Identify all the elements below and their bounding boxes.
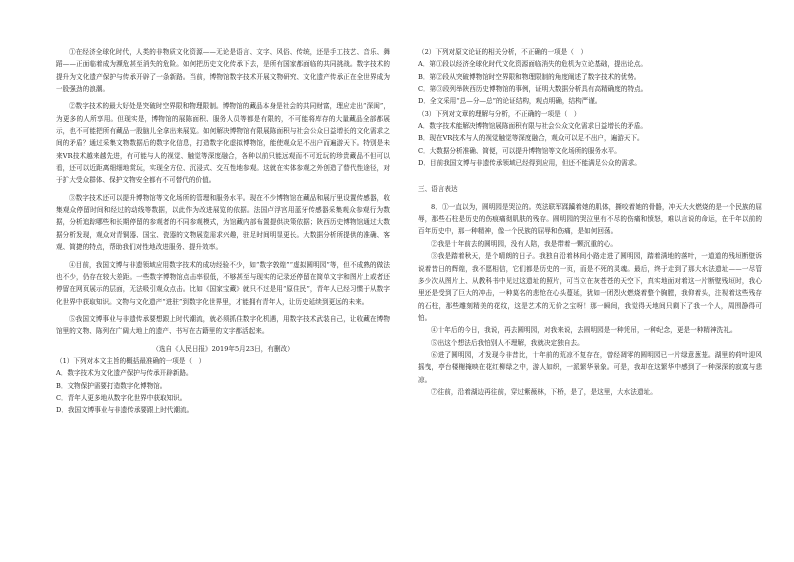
paragraph: ②我是十年前去的圆明园，没有人陪，我是带着一颗沉重的心。 (431, 239, 618, 248)
option-a: A．数字技术为文化遗产保护与传承开辟新路。 (56, 369, 193, 378)
option-c: C．青年人更多地从数字化世界中获取知识。 (56, 393, 187, 402)
q2-option-a: A．第①段以经济全球化时代文化资源面临消失的危机为立论基础，提出论点。 (418, 60, 647, 69)
q2-option-c: C．第③段列举陕西历史博物馆的事例，证明大数据分析具有高精确度的特点。 (418, 85, 648, 94)
paragraph: ⑤我国文博事业与非遗传承要想跟上时代潮流，就必须抓住数字化机遇，用数字技术武装自己，让收藏在博物馆里的文物、陈列在广阔大地上的遗产、书写在古籍里的文字都活起来。 (56, 314, 390, 336)
q3-option-a: A．数字技术能解决博物馆展陈面积有限与社会公众文化需求日益增长的矛盾。 (418, 122, 647, 131)
paragraph: ④十年后的今日，我说，再去圆明园，对我来说，去圆明园是一种凭吊，一种纪念，更是一种精神洗礼。 (431, 326, 737, 335)
right-column (418, 46, 762, 398)
paragraph: ⑦往前，沿着湖边再往前，穿过紫薇林，下桥，是了，是这里，大水法遗址。 (431, 387, 657, 396)
paragraph: ⑤出这个想法后我怕别人不理解，我就决定独自去。 (431, 338, 584, 347)
paragraph: ③我是踏着秋天，是个晴朗的日子。我独自沿着林间小路走进了圆明园，踏着满地的落叶，一道道的残垣断壁诉说着昔日的辉煌，我不愿相信，它们都是历史的一页，而是不死的灵魂。最后，终于走到了那大水法遗址——一尽管多少次从图片上、从教科书中见过这遗址的照片，可当立在灰苍苍的天空下，真实地面对着这一片断壁残垣时，我心里还是受到了巨大的冲击，一种莫名的悲怆在心头蔓延，犹如一团烈火燃烧着整个胸膛，我仰着头，注视着这些残存的石柱，那些雕刻精美的花纹，这是艺术的无价之宝呀！那一瞬间，我觉得天地间只剩下了我一个人，周围静得可怕。 (418, 252, 762, 322)
paragraph: 8．①一直以为，圆明园是哭泣的。英法联军蹂躏着她的肌体，撕咬着她的骨骼，冲天大火燃烧的是一个民族的屈辱，那些石柱是历史的伤痕痛彻肌肤的残存。圆明园的哭泣里有不尽的伤痛和愤怒，难以言说的命运，在千年以前的百年历史中，那一种精神，像一个民族的屈辱和伤痛，是如何回荡。 (418, 202, 762, 236)
q3-option-d: D．目前我国文博与非遗传承领域已经得到应用，但还不能满足公众的需求。 (418, 159, 641, 168)
section-heading: 三、语言表达 (418, 185, 458, 194)
paragraph: ②数字技术的最大好处是突破时空界限和物理限制。博物馆的藏品本身是社会的共同财富，理应走出“深闺”，为更多的人所享用。但现实是，博物馆的展陈面积、服务人员等都是有限的，不可能将库存的大量藏品全部都展示，也不可能把所有藏品一股脑儿全拿出来展览。如何解决博物馆有限展陈面积与社会公众日益增长的文化需求之间的矛盾？通过采集文物数据后的数字化信息，打造数字化虚拟博物馆，能使观众足不出户而遍游天下。特别是未来VR技术越来越先进，有可能与人的视觉、触觉等深度融合，各种以前只能远观而不可近玩的珍贵藏品不但可以看，还可以近距离细细地赏玩，实现全方位、沉浸式、交互性地参观。这就在实体参观之外创造了替代性途径，对于扩大受众群体、保护文物安全都有不可替代的价值。 (56, 102, 390, 185)
q3-option-b: B．现在VR技术与人的视觉触觉等深度融合，观众可以足不出户，遍游天下。 (418, 134, 644, 143)
question-1: （1）下列对本文主旨的概括最准确的一项是（ ） (56, 356, 206, 365)
question-3: （3）下列对文章的理解与分析，不正确的一项是（ ） (418, 109, 581, 118)
q2-option-d: D．全文采用“总—分—总”的论证结构，观点明确，结构严谨。 (418, 97, 602, 106)
paragraph: ③数字技术还可以提升博物馆等文化场所的管理和服务水平。现在不少博物馆在藏品和展厅里设置传感器，收集观众停留时间和经过的动线等数据，以此作为改进展览的依据。法国卢浮宫用蓝牙传感器采集观众参观行为数据，分析追踪哪些和长期停留的参观者的不同参观模式，为馆藏内部布置提供决策依据；陕西历史博物馆通过大数据分析发现，观众对青铜器、国宝、瓷器的文物展览需求兴趣，驻足时间明显更长。大数据分析所提供的准确、客观、简捷的特点，帮助我们对性地改进服务、提升效率。 (56, 193, 390, 252)
option-b: B．文物保护需要打造数字化博物馆。 (56, 381, 167, 390)
question-2: （2）下列对原文论证的相关分析，不正确的一项是（ ） (418, 48, 588, 56)
paragraph: ⑥进了圆明园，才发现今非昔比，十年前的荒凉不复存在，曾经凋零的圆明园已一片绿意葱茏。湖里的荷叶迎风摇曳，亭台楼榭掩映在花红柳绿之中，游人如织，一派繁华景象。可是，我却在这繁华中感到了一种深深的寂寞与悲凉。 (418, 350, 762, 384)
paragraph: ④目前，我国文博与非遗领域应用数字技术的成功经验不少，如“数字敦煌”“虚拟圆明园”等，但不成熟的做法也不少，仍存在较大差距。一些数字博物馆点击率很低，不够甚至与现实的记录还停留在简单文字和图片上或者还停留在网页展示的层面，无法吸引观众点击。比如《国家宝藏》就只不过是用“原住民”，青年人已经习惯于从数字化世界中获取知识。文物与文化遗产“进驻”到数字化世界里，才能拥有青年人，让历史延续到更远的未来。 (56, 260, 390, 306)
q3-option-c: C．大数据分析准确、简便，可以提升博物馆等文化场所的服务水平。 (418, 146, 621, 155)
option-d: D．我国文博事业与非遗传承要跟上时代潮流。 (56, 406, 194, 415)
source-citation: （选自《人民日报》2019年5月23日，有删改） (152, 344, 294, 353)
paragraph: ①在经济全球化时代，人类的非物质文化资源——无论是语言、文字、风俗、传统，还是手工技艺、音乐、舞蹈——正面临着成为濒危甚至消失的危险。如何把历史文化传承下去，是所有国家都面临的共同挑战。数字技术的提升为文化遗产保护与传承开辟了一条新路。当前，博物馆数字技术开展文物研究、文化遗产传承正在全世界成为一股强劲的浪潮。 (56, 48, 390, 94)
q2-option-b: B．第②段从突破博物馆时空界限和物理限制的角度阐述了数字技术的优势。 (418, 72, 641, 81)
left-column (56, 46, 390, 417)
